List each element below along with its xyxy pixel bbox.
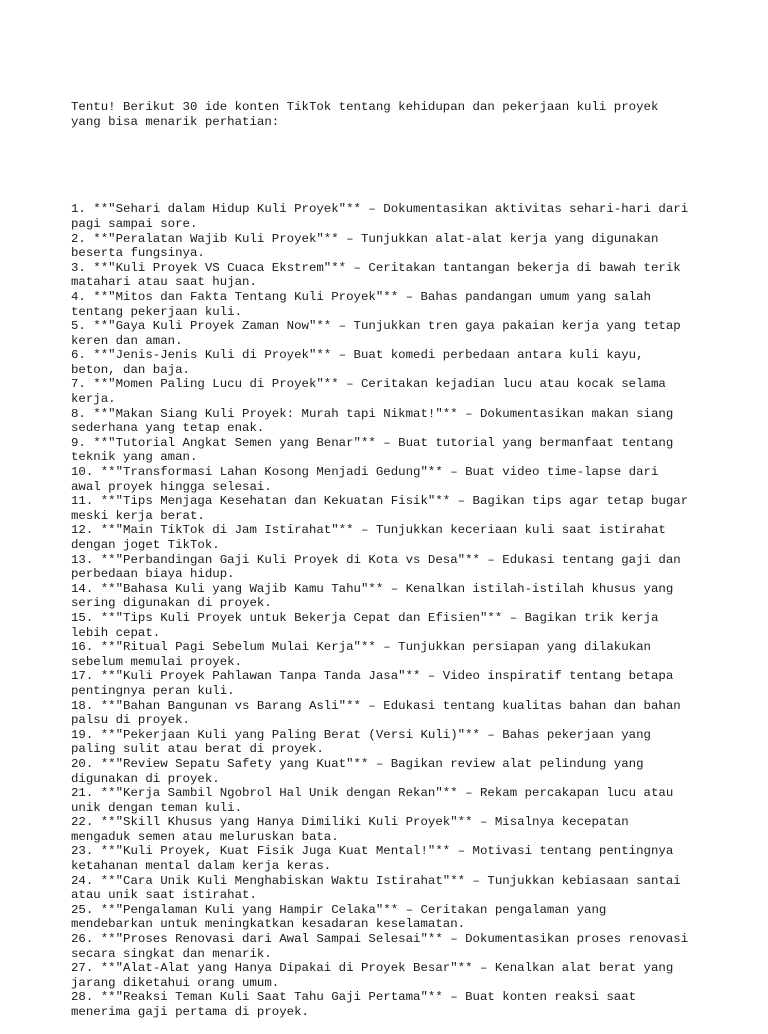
list-item-line-1: 4. **"Mitos dan Fakta Tentang Kuli Proyek"** – Bahas pandangan umum yang salah bbox=[71, 289, 651, 304]
list-item bbox=[71, 728, 751, 757]
list-item-line-1: 8. **"Makan Siang Kuli Proyek: Murah tapi Nikmat!"** – Dokumentasikan makan siang bbox=[71, 406, 674, 421]
list-item-line-1: 17. **"Kuli Proyek Pahlawan Tanpa Tanda Jasa"** – Video inspiratif tentang betapa bbox=[71, 669, 674, 684]
list-item-line-2: meski kerja berat. bbox=[71, 508, 205, 523]
list-item-line-1: 18. **"Bahan Bangunan vs Barang Asli"** – Edukasi tentang kualitas bahan dan bahan bbox=[71, 698, 681, 713]
list-item-line-1: 24. **"Cara Unik Kuli Menghabiskan Waktu Istirahat"** – Tunjukkan kebiasaan santai bbox=[71, 873, 681, 888]
paragraph-spacer bbox=[71, 159, 751, 174]
list-item-line-1: 2. **"Peralatan Wajib Kuli Proyek"** – Tunjukkan alat-alat kerja yang digunakan bbox=[71, 231, 659, 246]
list-item-line-2: keren dan aman. bbox=[71, 333, 183, 348]
intro-line-2: yang bisa menarik perhatian: bbox=[71, 114, 280, 129]
list-item-line-1: 7. **"Momen Paling Lucu di Proyek"** – Ceritakan kejadian lucu atau kocak selama bbox=[71, 377, 666, 392]
list-item-line-1: 26. **"Proses Renovasi dari Awal Sampai Selesai"** – Dokumentasikan proses renovasi bbox=[71, 932, 689, 947]
list-item-line-1: 28. **"Reaksi Teman Kuli Saat Tahu Gaji Pertama"** – Buat konten reaksi saat bbox=[71, 990, 637, 1005]
list-item-line-2: lebih cepat. bbox=[71, 625, 161, 640]
list-item bbox=[71, 611, 751, 640]
list-item bbox=[71, 640, 751, 669]
list-item-line-2: atau unik saat istirahat. bbox=[71, 888, 257, 903]
list-item bbox=[71, 494, 751, 523]
list-item-line-1: 15. **"Tips Kuli Proyek untuk Bekerja Cepat dan Efisien"** – Bagikan trik kerja bbox=[71, 610, 659, 625]
list-item bbox=[71, 523, 751, 552]
list-item-line-2: pentingnya peran kuli. bbox=[71, 683, 235, 698]
list-item-line-2: menerima gaji pertama di proyek. bbox=[71, 1005, 309, 1019]
list-item bbox=[71, 582, 751, 611]
list-item-line-2: pagi sampai sore. bbox=[71, 216, 198, 231]
list-item-line-2: jarang diketahui orang umum. bbox=[71, 975, 280, 990]
list-item-line-1: 14. **"Bahasa Kuli yang Wajib Kamu Tahu"** – Kenalkan istilah-istilah khusus yang bbox=[71, 581, 674, 596]
list-item-line-2: teknik yang aman. bbox=[71, 450, 198, 465]
list-item-line-1: 9. **"Tutorial Angkat Semen yang Benar"** – Buat tutorial yang bermanfaat tentang bbox=[71, 435, 674, 450]
list-item-line-2: paling sulit atau berat di proyek. bbox=[71, 742, 324, 757]
list-item-line-2: matahari atau saat hujan. bbox=[71, 275, 257, 290]
intro-text bbox=[71, 100, 751, 129]
list-item-line-2: secara singkat dan menarik. bbox=[71, 946, 272, 961]
list-item bbox=[71, 407, 751, 436]
list-item-line-2: beton, dan baja. bbox=[71, 362, 190, 377]
list-item bbox=[71, 553, 751, 582]
list-item-line-1: 23. **"Kuli Proyek, Kuat Fisik Juga Kuat Mental!"** – Motivasi tentang pentingnya bbox=[71, 844, 674, 859]
list-item-line-2: dengan joget TikTok. bbox=[71, 538, 220, 552]
list-item-line-2: awal proyek hingga selesai. bbox=[71, 479, 272, 494]
document-page bbox=[71, 71, 751, 1034]
list-item-line-2: ketahanan mental dalam kerja keras. bbox=[71, 859, 332, 874]
list-item bbox=[71, 436, 751, 465]
list-item bbox=[71, 874, 751, 903]
list-item bbox=[71, 202, 751, 231]
list-item-line-1: 27. **"Alat-Alat yang Hanya Dipakai di Proyek Besar"** – Kenalkan alat berat yang bbox=[71, 961, 674, 976]
list-item bbox=[71, 319, 751, 348]
list-item-line-2: tentang pekerjaan kuli. bbox=[71, 304, 243, 319]
list-item-line-2: sederhana yang tetap enak. bbox=[71, 421, 265, 436]
list-item bbox=[71, 815, 751, 844]
list-item-line-1: 10. **"Transformasi Lahan Kosong Menjadi Gedung"** – Buat video time-lapse dari bbox=[71, 465, 659, 480]
list-item-line-1: 13. **"Perbandingan Gaji Kuli Proyek di Kota vs Desa"** – Edukasi tentang gaji dan bbox=[71, 552, 681, 567]
list-item-line-2: sering digunakan di proyek. bbox=[71, 596, 272, 611]
list-item bbox=[71, 669, 751, 698]
list-item bbox=[71, 844, 751, 873]
list-item-line-1: 11. **"Tips Menjaga Kesehatan dan Kekuatan Fisik"** – Bagikan tips agar tetap bugar bbox=[71, 494, 689, 509]
list-item-line-1: 25. **"Pengalaman Kuli yang Hampir Celaka"** – Ceritakan pengalaman yang bbox=[71, 902, 607, 917]
list-item bbox=[71, 699, 751, 728]
intro-line-1: Tentu! Berikut 30 ide konten TikTok tentang kehidupan dan pekerjaan kuli proyek bbox=[71, 100, 659, 115]
list-item-line-1: 5. **"Gaya Kuli Proyek Zaman Now"** – Tunjukkan tren gaya pakaian kerja yang tetap bbox=[71, 319, 681, 334]
list-item-line-2: kerja. bbox=[71, 392, 116, 407]
list-item-line-2: beserta fungsinya. bbox=[71, 246, 205, 261]
list-item bbox=[71, 990, 751, 1019]
list-item-line-1: 22. **"Skill Khusus yang Hanya Dimiliki Kuli Proyek"** – Misalnya kecepatan bbox=[71, 815, 629, 830]
list-item-line-2: unik dengan teman kuli. bbox=[71, 800, 243, 815]
list-item-line-1: 16. **"Ritual Pagi Sebelum Mulai Kerja"** – Tunjukkan persiapan yang dilakukan bbox=[71, 640, 651, 655]
list-item bbox=[71, 348, 751, 377]
list-item-line-2: perbedaan biaya hidup. bbox=[71, 567, 235, 582]
list-item bbox=[71, 465, 751, 494]
list-item-line-1: 12. **"Main TikTok di Jam Istirahat"** – Tunjukkan keceriaan kuli saat istirahat bbox=[71, 523, 666, 538]
list-item bbox=[71, 932, 751, 961]
idea-list bbox=[71, 202, 751, 1019]
list-item-line-2: palsu di proyek. bbox=[71, 713, 190, 728]
list-item bbox=[71, 290, 751, 319]
list-item bbox=[71, 961, 751, 990]
list-item-line-2: mengaduk semen atau meluruskan bata. bbox=[71, 829, 339, 844]
list-item-line-2: digunakan di proyek. bbox=[71, 771, 220, 786]
list-item-line-1: 1. **"Sehari dalam Hidup Kuli Proyek"** – Dokumentasikan aktivitas sehari-hari dari bbox=[71, 202, 689, 217]
list-item-line-1: 19. **"Pekerjaan Kuli yang Paling Berat (Versi Kuli)"** – Bahas pekerjaan yang bbox=[71, 727, 651, 742]
list-item bbox=[71, 786, 751, 815]
list-item-line-1: 3. **"Kuli Proyek VS Cuaca Ekstrem"** – Ceritakan tantangan bekerja di bawah terik bbox=[71, 260, 681, 275]
list-item-line-1: 21. **"Kerja Sambil Ngobrol Hal Unik dengan Rekan"** – Rekam percakapan lucu atau bbox=[71, 786, 674, 801]
list-item bbox=[71, 757, 751, 786]
list-item-line-2: sebelum memulai proyek. bbox=[71, 654, 243, 669]
list-item bbox=[71, 232, 751, 261]
list-item bbox=[71, 903, 751, 932]
list-item-line-2: mendebarkan untuk meningkatkan kesadaran keselamatan. bbox=[71, 917, 466, 932]
list-item bbox=[71, 377, 751, 406]
list-item-line-1: 20. **"Review Sepatu Safety yang Kuat"** – Bagikan review alat pelindung yang bbox=[71, 756, 644, 771]
list-item-line-1: 6. **"Jenis-Jenis Kuli di Proyek"** – Buat komedi perbedaan antara kuli kayu, bbox=[71, 348, 644, 363]
list-item bbox=[71, 261, 751, 290]
